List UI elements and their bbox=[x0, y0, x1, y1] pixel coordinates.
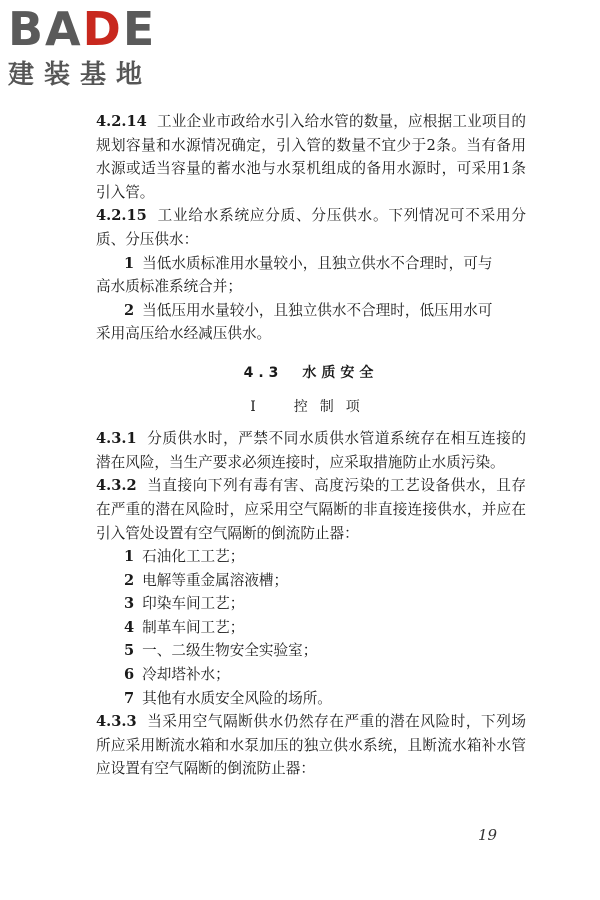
clause-number: 4.3.1 bbox=[96, 430, 137, 448]
list-item-continuation: 采用高压给水经减压供水。 bbox=[96, 325, 272, 343]
item-number: 6 bbox=[124, 666, 135, 684]
list-item bbox=[96, 616, 526, 640]
clause-text: 工业企业市政给水引入给水管的数量，应根据工业项目的规划容量和水源情况确定，引入管的数量不宜少于2条。当有备用水源或适当容量的蓄水池与水泵机组成的备用水源时，可采用1条引入管。 bbox=[96, 113, 526, 201]
item-text: 当低水质标准用水量较小，且独立供水不合理时，可与 bbox=[142, 254, 493, 272]
clause-4-3-3 bbox=[96, 710, 526, 781]
item-text: 冷却塔补水； bbox=[142, 666, 230, 684]
page-number: 19 bbox=[478, 826, 498, 844]
clause-number: 4.3.2 bbox=[96, 477, 137, 495]
clause-text: 分质供水时，严禁不同水质供水管道系统存在相互连接的潜在风险，当生产要求必须连接时，应采取措施防止水质污染。 bbox=[96, 430, 526, 471]
item-text: 石油化工工艺； bbox=[142, 548, 245, 566]
clause-text: 当采用空气隔断供水仍然存在严重的潜在风险时，下列场所应采用断流水箱和水泵加压的独立供水系统，且断流水箱补水管应设置有空气隔断的倒流防止器： bbox=[96, 713, 526, 778]
item-number: 3 bbox=[124, 595, 135, 613]
item-number: 2 bbox=[124, 301, 135, 319]
item-text: 当低压用水量较小，且独立供水不合理时，低压用水可 bbox=[142, 301, 493, 319]
clause-number: 4.2.14 bbox=[96, 113, 147, 130]
logo bbox=[8, 2, 178, 96]
clause-4-3-2 bbox=[96, 474, 526, 545]
item-text: 其他有水质安全风险的场所。 bbox=[142, 689, 332, 707]
clause-4-2-14 bbox=[96, 110, 526, 204]
clause-text: 工业给水系统应分质、分压供水。下列情况可不采用分质、分压供水： bbox=[96, 207, 526, 248]
clause-4-3-1 bbox=[96, 427, 526, 474]
list-item bbox=[96, 252, 526, 276]
clause-text: 当直接向下列有毒有害、高度污染的工艺设备供水，且存在严重的潜在风险时，应采用空气隔断的非直接连接供水，并应在引入管处设置有空气隔断的倒流防止器： bbox=[96, 477, 526, 542]
item-number: 2 bbox=[124, 571, 135, 589]
logo-wordmark: BADE bbox=[8, 2, 157, 56]
item-text: 印染车间工艺； bbox=[142, 595, 245, 613]
item-number: 1 bbox=[124, 548, 135, 566]
list-item bbox=[96, 569, 526, 593]
list-item bbox=[96, 299, 526, 323]
list-item bbox=[96, 545, 526, 569]
logo-subtitle: 建装基地 bbox=[8, 60, 153, 90]
item-text: 制革车间工艺； bbox=[142, 618, 245, 636]
clause-number: 4.2.15 bbox=[96, 207, 147, 225]
item-number: 1 bbox=[124, 254, 135, 272]
document-body bbox=[96, 110, 526, 781]
section-title: 4.3 水质安全 bbox=[243, 364, 379, 381]
item-number: 5 bbox=[124, 642, 135, 660]
list-item bbox=[96, 639, 526, 663]
item-text: 一、二级生物安全实验室； bbox=[142, 642, 318, 660]
item-text: 电解等重金属溶液槽； bbox=[142, 571, 289, 589]
clause-4-2-15 bbox=[96, 204, 526, 251]
item-number: 7 bbox=[124, 689, 135, 707]
list-item bbox=[96, 592, 526, 616]
list-item-continuation: 高水质标准系统合并； bbox=[96, 278, 242, 296]
list-item bbox=[96, 687, 526, 711]
item-number: 4 bbox=[124, 618, 135, 636]
clause-number: 4.3.3 bbox=[96, 713, 137, 731]
list-item bbox=[96, 663, 526, 687]
section-subtitle: Ⅰ 控制项 bbox=[250, 398, 372, 415]
